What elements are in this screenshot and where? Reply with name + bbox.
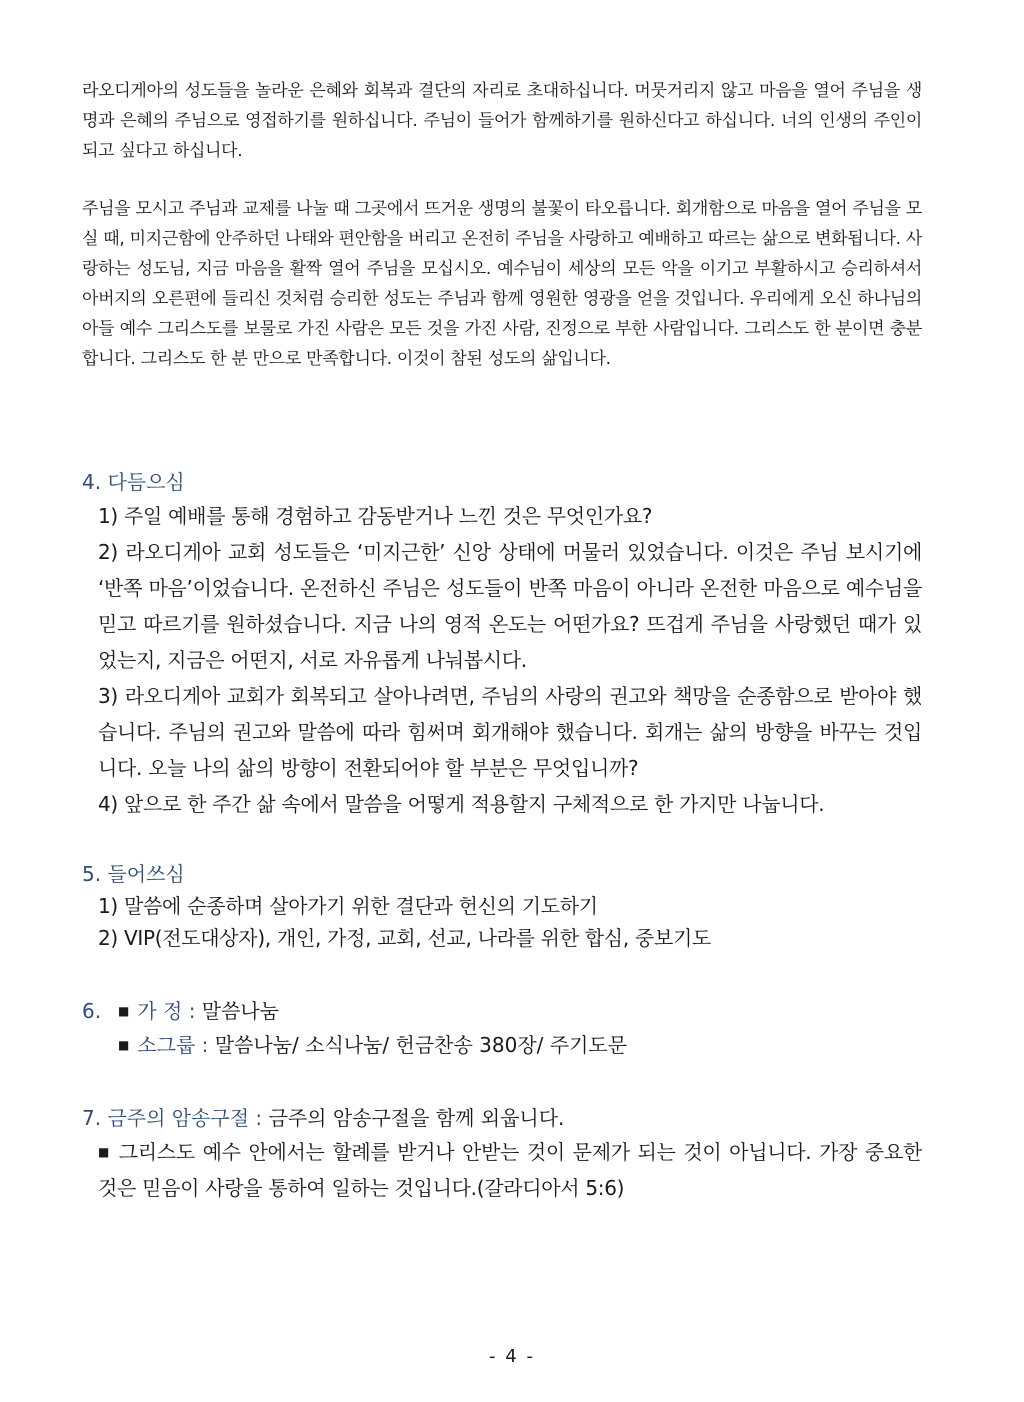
section-4 <box>82 466 922 822</box>
section-4-item-1: 1) 주일 예배를 통해 경험하고 감동받거나 느낀 것은 무엇인가요? <box>98 504 653 528</box>
section-6-row-2 <box>82 1028 922 1062</box>
section-6 <box>82 994 922 1062</box>
intro-paragraph-1: 라오디게아의 성도들을 놀라운 은혜와 회복과 결단의 자리로 초대하십니다. 머뭇거리지 않고 마음을 열어 주님을 생명과 은혜의 주님으로 영접하기를 원하십니다. 주님이 들어가 함께하기를 원하신다고 하십니다. 너의 인생의 주인이 되고 싶다고 하십니다. <box>82 81 922 161</box>
section-6-row-2-label: 소그룹 : <box>137 1033 209 1057</box>
section-7-verse <box>82 1134 922 1206</box>
section-6-row-1-label: 가 정 : <box>137 999 196 1023</box>
section-7-heading-rest: 금주의 암송구절을 함께 외웁니다. <box>268 1106 565 1130</box>
section-4-heading: 4. 다듬으심 <box>82 470 185 494</box>
section-7-heading-line <box>82 1102 922 1134</box>
document-page <box>82 76 922 1206</box>
section-5-item-1: 1) 말씀에 순종하며 살아가기 위한 결단과 헌신의 기도하기 <box>98 894 598 918</box>
section-7-heading: 7. 금주의 암송구절 : <box>82 1106 263 1130</box>
section-4-item-3: 3) 라오디게아 교회가 회복되고 살아나려면, 주님의 사랑의 권고와 책망을 순종함으로 받아야 했습니다. 주님의 권고와 말씀에 따라 힘써며 회개해야 했습니다. 회개는 삶의 방향을 바꾸는 것입니다. 오늘 나의 삶의 방향이 전환되어야 할 부분은 무엇입니까? <box>98 684 922 780</box>
page-number: - 4 - <box>489 1346 535 1367</box>
section-6-row-2-value: 말씀나눔/ 소식나눔/ 헌금찬송 380장/ 주기도문 <box>214 1033 628 1057</box>
section-6-row-1 <box>82 994 922 1028</box>
section-5-item-2: 2) VIP(전도대상자), 개인, 가정, 교회, 선교, 나라를 위한 합심, 중보기도 <box>98 926 712 950</box>
memory-verse-text: 그리스도 예수 안에서는 할례를 받거나 안받는 것이 문제가 되는 것이 아닙니다. 가장 중요한 것은 믿음이 사랑을 통하여 일하는 것입니다.(갈라디아서 5:6) <box>98 1140 922 1200</box>
intro-paragraph-2: 주님을 모시고 주님과 교제를 나눌 때 그곳에서 뜨거운 생명의 불꽃이 타오릅니다. 회개함으로 마음을 열어 주님을 모실 때, 미지근함에 안주하던 나태와 편안함을 버리고 온전히 주님을 사랑하고 예배하고 따르는 삶으로 변화됩니다. 사랑하는 성도님, 지금 마음을 활짝 열어 주님을 모십시오. 예수님이 세상의 모든 악을 이기고 부활하시고 승리하셔서 아버지의 오른편에 들리신 것처럼 승리한 성도는 주님과 함께 영원한 영광을 얻을 것입니다. 우리에게 오신 하나님의 아들 예수 그리스도를 보물로 가진 사람은 모든 것을 가진 사람, 진정으로 부한 사람입니다. 그리스도 한 분이면 충분합니다. 그리스도 한 분 만으로 만족합니다. 이것이 참된 성도의 삶입니다. <box>82 199 922 369</box>
section-4-item-2: 2) 라오디게아 교회 성도들은 ‘미지근한’ 신앙 상태에 머물러 있었습니다. 이것은 주님 보시기에 ‘반쪽 마음’이었습니다. 온전하신 주님은 성도들이 반쪽 마음이 아니라 온전한 마음으로 예수님을 믿고 따르기를 원하셨습니다. 지금 나의 영적 온도는 어떤가요? 뜨겁게 주님을 사랑했던 때가 있었는지, 지금은 어떤지, 서로 자유롭게 나눠봅시다. <box>98 540 922 672</box>
section-4-item-4: 4) 앞으로 한 주간 삶 속에서 말씀을 어떻게 적용할지 구체적으로 한 가지만 나눕니다. <box>98 792 825 816</box>
square-bullet-icon: ■ <box>118 1038 130 1052</box>
square-bullet-icon: ■ <box>118 1004 130 1018</box>
section-6-row-1-value: 말씀나눔 <box>201 999 280 1023</box>
section-7 <box>82 1102 922 1206</box>
section-5 <box>82 858 922 954</box>
section-6-number: 6. <box>82 999 102 1023</box>
section-5-heading: 5. 들어쓰심 <box>82 862 185 886</box>
square-bullet-icon: ■ <box>98 1145 111 1159</box>
